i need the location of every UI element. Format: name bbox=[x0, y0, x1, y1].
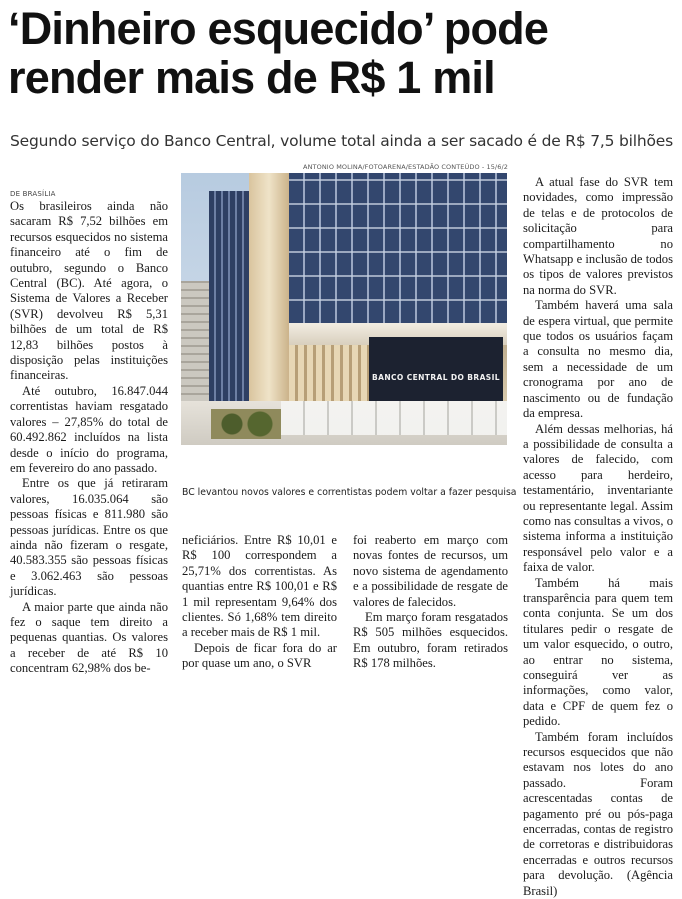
paragraph: foi reaberto em março com novas fontes de recursos, um novo sistema de agendamento e a possibilidade de resgate de valores de falecidos. bbox=[353, 533, 508, 609]
paragraph: Até outubro, 16.847.044 correntistas haviam resgatado valores – 27,85% do total de 60.492.862 incluídos na lista desde o início do programa, em fevereiro do ano passado. bbox=[10, 383, 168, 475]
paragraph: Também há mais transparência para quem tem conta conjunta. Se um dos titulares pedir o resgate de um valor esquecido, o outro, ao entrar no sistema, conseguirá ver as informações, como valor, data e CPF de quem fez o pedido. bbox=[523, 575, 673, 729]
photo-banco-central bbox=[181, 173, 507, 445]
paragraph: Depois de ficar fora do ar por quase um ano, o SVR bbox=[182, 640, 337, 671]
paragraph: A maior parte que ainda não fez o saque tem direito a pequenas quantias. Os valores a receber de até R$ 10 concentram 62,98% dos be- bbox=[10, 599, 168, 676]
dateline: DE BRASÍLIA bbox=[10, 190, 56, 198]
headline: ‘Dinheiro esquecido’ pode render mais de R$ 1 mil bbox=[8, 3, 549, 103]
column-1 bbox=[10, 189, 168, 677]
paragraph: Os brasileiros ainda não sacaram R$ 7,52 bilhões em recursos esquecidos no sistema financeiro até o fim de outubro, segundo o Banco Central (BC). Até agora, o Sistema de Valores a Receber (SVR) devolveu R$ 5,31 bilhões de um total de R$ 12,83 bilhões postos à disposição pelas instituições financeiras. bbox=[10, 199, 168, 383]
column-2 bbox=[182, 533, 337, 672]
photo-sign: BANCO CENTRAL DO BRASIL bbox=[372, 373, 500, 382]
subtitle: Segundo serviço do Banco Central, volume total ainda a ser sacado é de R$ 7,5 bilhões bbox=[10, 132, 673, 150]
paragraph: Além dessas melhorias, há a possibilidade de consulta a valores de falecido, com acesso para herdeiro, testamentário, inventariante ou representante legal. Assim como nas consultas a vivos, o sistema informa a instituição responsável pelo valor e a faixa de valor. bbox=[523, 421, 673, 575]
paragraph: A atual fase do SVR tem novidades, como impressão de telas e de protocolos de solicitação para compartilhamento no Whatsapp e inclusão de todos os tipos de valores previstos na norma do SVR. bbox=[523, 175, 673, 297]
paragraph: neficiários. Entre R$ 10,01 e R$ 100 correspondem a 25,71% dos correntistas. As quantias entre R$ 100,01 e R$ 1 mil representam 9,64% dos clientes. Só 1,68% tem direito a receber mais de R$ 1 mil. bbox=[182, 533, 337, 640]
photo-credit: ANTONIO MOLINA/FOTOARENA/ESTADÃO CONTEÚDO - 15/6/2 bbox=[303, 163, 508, 171]
column-4 bbox=[523, 175, 673, 899]
column-3 bbox=[353, 533, 508, 672]
photo-caption: BC levantou novos valores e correntistas podem voltar a fazer pesquisa bbox=[182, 487, 517, 498]
paragraph: Entre os que já retiraram valores, 16.035.064 são pessoas físicas e 811.980 são pessoas jurídicas. Entre os que ainda não fizeram o resgate, 40.583.355 são pessoas físicas e 3.062.463 são pessoas jurídicas. bbox=[10, 476, 168, 599]
paragraph: Em março foram resgatados R$ 505 milhões esquecidos. Em outubro, foram retirados R$ 178 milhões. bbox=[353, 610, 508, 671]
paragraph: Também foram incluídos recursos esquecidos que não estavam nos lotes do ano passado. Foram acrescentadas contas de pagamento pré ou pós-paga encerradas, contas de registro de corretoras e distribuidoras encerradas e outros recursos para devolução. (Agência Brasil) bbox=[523, 729, 673, 898]
paragraph: Também haverá uma sala de espera virtual, que permite que todos os usuários façam a consulta no mesmo dia, sem a necessidade de um cronograma por ano de nascimento ou de fundação da empresa. bbox=[523, 298, 673, 421]
